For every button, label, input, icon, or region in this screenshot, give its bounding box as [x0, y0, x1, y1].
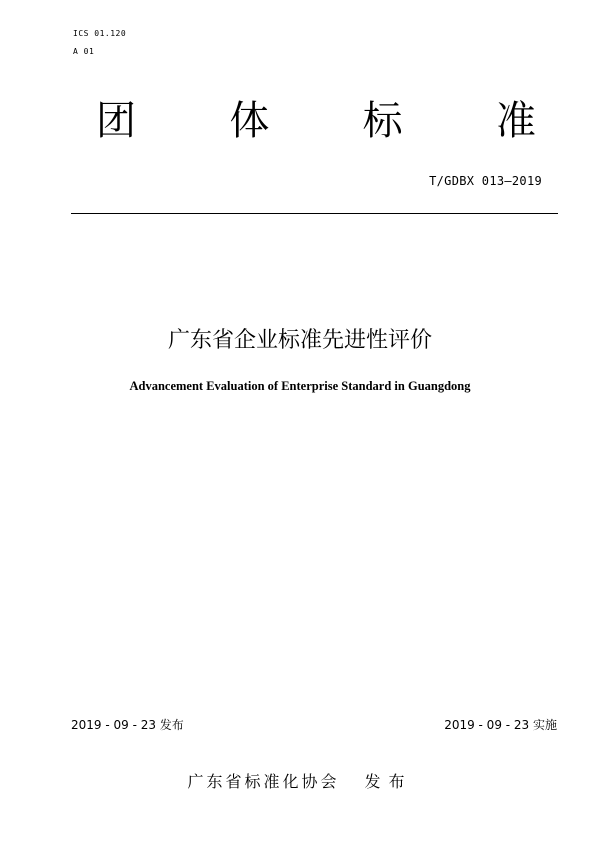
standard-type-char: 标 — [362, 98, 403, 144]
publisher-name: 广东省标准化协会 — [187, 772, 340, 791]
standard-number: T/GDBX 013—2019 — [429, 174, 542, 188]
ccs-code: A 01 — [73, 47, 95, 56]
standard-type-heading — [96, 96, 536, 146]
document-title-english: Advancement Evaluation of Enterprise Standard in Guangdong — [129, 379, 471, 393]
header-divider — [71, 213, 558, 214]
issue-date: 2019 - 09 - 23 发布 — [71, 718, 184, 732]
standard-type-char: 准 — [495, 98, 536, 144]
standard-type-char: 团 — [96, 98, 136, 144]
ics-code: ICS 01.120 — [73, 29, 127, 38]
document-title-chinese: 广东省企业标准先进性评价 — [167, 328, 432, 353]
standard-type-char: 体 — [229, 98, 270, 144]
publisher-line — [0, 772, 600, 792]
implementation-date: 2019 - 09 - 23 实施 — [444, 718, 557, 732]
publish-label: 发布 — [364, 772, 413, 791]
